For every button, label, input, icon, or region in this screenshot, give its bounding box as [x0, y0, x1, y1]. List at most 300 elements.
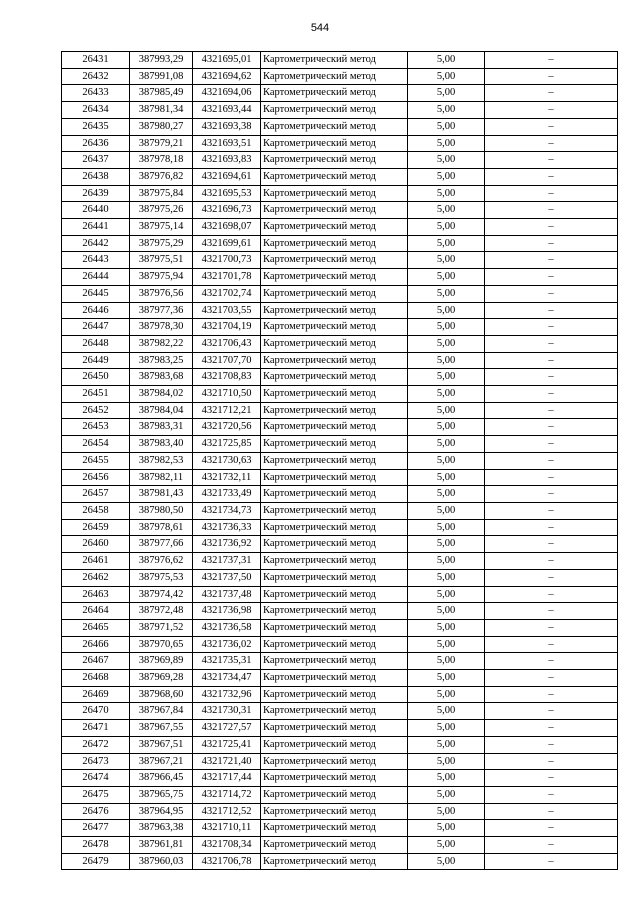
- table-row: [62, 837, 618, 854]
- note-cell: –: [485, 853, 618, 870]
- method-cell: Картометрический метод: [261, 636, 408, 653]
- error-cell: 5,00: [408, 219, 485, 236]
- y-coordinate-cell: 4321708,34: [193, 837, 261, 854]
- method-cell: Картометрический метод: [261, 736, 408, 753]
- note-cell: –: [485, 686, 618, 703]
- error-cell: 5,00: [408, 152, 485, 169]
- note-cell: –: [485, 285, 618, 302]
- point-number-cell: 26453: [62, 419, 130, 436]
- x-coordinate-cell: 387982,11: [130, 469, 193, 486]
- point-number-cell: 26458: [62, 502, 130, 519]
- x-coordinate-cell: 387960,03: [130, 853, 193, 870]
- x-coordinate-cell: 387984,02: [130, 386, 193, 403]
- note-cell: –: [485, 52, 618, 69]
- point-number-cell: 26473: [62, 753, 130, 770]
- error-cell: 5,00: [408, 402, 485, 419]
- y-coordinate-cell: 4321714,72: [193, 786, 261, 803]
- y-coordinate-cell: 4321730,31: [193, 703, 261, 720]
- note-cell: –: [485, 185, 618, 202]
- x-coordinate-cell: 387978,61: [130, 519, 193, 536]
- note-cell: –: [485, 820, 618, 837]
- table-row: [62, 686, 618, 703]
- x-coordinate-cell: 387961,81: [130, 837, 193, 854]
- y-coordinate-cell: 4321734,47: [193, 670, 261, 687]
- method-cell: Картометрический метод: [261, 102, 408, 119]
- y-coordinate-cell: 4321721,40: [193, 753, 261, 770]
- point-number-cell: 26437: [62, 152, 130, 169]
- error-cell: 5,00: [408, 502, 485, 519]
- x-coordinate-cell: 387985,49: [130, 85, 193, 102]
- error-cell: 5,00: [408, 519, 485, 536]
- y-coordinate-cell: 4321736,92: [193, 536, 261, 553]
- error-cell: 5,00: [408, 269, 485, 286]
- error-cell: 5,00: [408, 720, 485, 737]
- note-cell: –: [485, 419, 618, 436]
- error-cell: 5,00: [408, 786, 485, 803]
- point-number-cell: 26449: [62, 352, 130, 369]
- note-cell: –: [485, 302, 618, 319]
- point-number-cell: 26446: [62, 302, 130, 319]
- point-number-cell: 26478: [62, 837, 130, 854]
- point-number-cell: 26431: [62, 52, 130, 69]
- note-cell: –: [485, 352, 618, 369]
- point-number-cell: 26435: [62, 118, 130, 135]
- method-cell: Картометрический метод: [261, 402, 408, 419]
- table-row: [62, 753, 618, 770]
- table-row: [62, 52, 618, 69]
- note-cell: –: [485, 386, 618, 403]
- table-row: [62, 202, 618, 219]
- note-cell: –: [485, 786, 618, 803]
- y-coordinate-cell: 4321732,11: [193, 469, 261, 486]
- table-row: [62, 653, 618, 670]
- y-coordinate-cell: 4321727,57: [193, 720, 261, 737]
- error-cell: 5,00: [408, 536, 485, 553]
- note-cell: –: [485, 202, 618, 219]
- note-cell: –: [485, 269, 618, 286]
- x-coordinate-cell: 387975,29: [130, 235, 193, 252]
- note-cell: –: [485, 519, 618, 536]
- y-coordinate-cell: 4321737,31: [193, 553, 261, 570]
- method-cell: Картометрический метод: [261, 202, 408, 219]
- x-coordinate-cell: 387969,28: [130, 670, 193, 687]
- table-row: [62, 820, 618, 837]
- y-coordinate-cell: 4321737,48: [193, 586, 261, 603]
- error-cell: 5,00: [408, 168, 485, 185]
- y-coordinate-cell: 4321699,61: [193, 235, 261, 252]
- y-coordinate-cell: 4321701,78: [193, 269, 261, 286]
- note-cell: –: [485, 653, 618, 670]
- method-cell: Картометрический метод: [261, 820, 408, 837]
- table-row: [62, 486, 618, 503]
- y-coordinate-cell: 4321730,63: [193, 452, 261, 469]
- method-cell: Картометрический метод: [261, 302, 408, 319]
- y-coordinate-cell: 4321694,06: [193, 85, 261, 102]
- point-number-cell: 26443: [62, 252, 130, 269]
- error-cell: 5,00: [408, 486, 485, 503]
- table-row: [62, 619, 618, 636]
- x-coordinate-cell: 387984,04: [130, 402, 193, 419]
- y-coordinate-cell: 4321693,44: [193, 102, 261, 119]
- error-cell: 5,00: [408, 335, 485, 352]
- point-number-cell: 26456: [62, 469, 130, 486]
- method-cell: Картометрический метод: [261, 502, 408, 519]
- table-row: [62, 803, 618, 820]
- x-coordinate-cell: 387976,62: [130, 553, 193, 570]
- x-coordinate-cell: 387965,75: [130, 786, 193, 803]
- point-number-cell: 26432: [62, 68, 130, 85]
- error-cell: 5,00: [408, 102, 485, 119]
- note-cell: –: [485, 335, 618, 352]
- note-cell: –: [485, 703, 618, 720]
- method-cell: Картометрический метод: [261, 486, 408, 503]
- x-coordinate-cell: 387993,29: [130, 52, 193, 69]
- table-row: [62, 736, 618, 753]
- point-number-cell: 26440: [62, 202, 130, 219]
- x-coordinate-cell: 387970,65: [130, 636, 193, 653]
- x-coordinate-cell: 387983,31: [130, 419, 193, 436]
- error-cell: 5,00: [408, 686, 485, 703]
- table-row: [62, 235, 618, 252]
- method-cell: Картометрический метод: [261, 519, 408, 536]
- x-coordinate-cell: 387979,21: [130, 135, 193, 152]
- x-coordinate-cell: 387975,14: [130, 219, 193, 236]
- point-number-cell: 26470: [62, 703, 130, 720]
- x-coordinate-cell: 387966,45: [130, 770, 193, 787]
- point-number-cell: 26462: [62, 569, 130, 586]
- error-cell: 5,00: [408, 653, 485, 670]
- y-coordinate-cell: 4321695,01: [193, 52, 261, 69]
- point-number-cell: 26461: [62, 553, 130, 570]
- error-cell: 5,00: [408, 820, 485, 837]
- table-row: [62, 369, 618, 386]
- method-cell: Картометрический метод: [261, 786, 408, 803]
- y-coordinate-cell: 4321696,73: [193, 202, 261, 219]
- note-cell: –: [485, 436, 618, 453]
- method-cell: Картометрический метод: [261, 335, 408, 352]
- error-cell: 5,00: [408, 436, 485, 453]
- y-coordinate-cell: 4321735,31: [193, 653, 261, 670]
- method-cell: Картометрический метод: [261, 720, 408, 737]
- x-coordinate-cell: 387975,53: [130, 569, 193, 586]
- note-cell: –: [485, 85, 618, 102]
- method-cell: Картометрический метод: [261, 185, 408, 202]
- x-coordinate-cell: 387964,95: [130, 803, 193, 820]
- method-cell: Картометрический метод: [261, 352, 408, 369]
- method-cell: Картометрический метод: [261, 619, 408, 636]
- error-cell: 5,00: [408, 352, 485, 369]
- point-number-cell: 26460: [62, 536, 130, 553]
- table-row: [62, 419, 618, 436]
- method-cell: Картометрический метод: [261, 52, 408, 69]
- y-coordinate-cell: 4321717,44: [193, 770, 261, 787]
- y-coordinate-cell: 4321695,53: [193, 185, 261, 202]
- y-coordinate-cell: 4321720,56: [193, 419, 261, 436]
- method-cell: Картометрический метод: [261, 436, 408, 453]
- error-cell: 5,00: [408, 235, 485, 252]
- table-row: [62, 168, 618, 185]
- x-coordinate-cell: 387963,38: [130, 820, 193, 837]
- note-cell: –: [485, 68, 618, 85]
- x-coordinate-cell: 387980,50: [130, 502, 193, 519]
- method-cell: Картометрический метод: [261, 68, 408, 85]
- error-cell: 5,00: [408, 85, 485, 102]
- method-cell: Картометрический метод: [261, 118, 408, 135]
- y-coordinate-cell: 4321732,96: [193, 686, 261, 703]
- y-coordinate-cell: 4321736,58: [193, 619, 261, 636]
- y-coordinate-cell: 4321708,83: [193, 369, 261, 386]
- x-coordinate-cell: 387967,21: [130, 753, 193, 770]
- x-coordinate-cell: 387983,68: [130, 369, 193, 386]
- note-cell: –: [485, 553, 618, 570]
- method-cell: Картометрический метод: [261, 569, 408, 586]
- point-number-cell: 26438: [62, 168, 130, 185]
- method-cell: Картометрический метод: [261, 603, 408, 620]
- error-cell: 5,00: [408, 469, 485, 486]
- method-cell: Картометрический метод: [261, 853, 408, 870]
- method-cell: Картометрический метод: [261, 269, 408, 286]
- x-coordinate-cell: 387981,43: [130, 486, 193, 503]
- table-row: [62, 352, 618, 369]
- x-coordinate-cell: 387976,56: [130, 285, 193, 302]
- method-cell: Картометрический метод: [261, 653, 408, 670]
- point-number-cell: 26439: [62, 185, 130, 202]
- x-coordinate-cell: 387971,52: [130, 619, 193, 636]
- method-cell: Картометрический метод: [261, 686, 408, 703]
- table-row: [62, 853, 618, 870]
- x-coordinate-cell: 387976,82: [130, 168, 193, 185]
- y-coordinate-cell: 4321694,62: [193, 68, 261, 85]
- table-row: [62, 502, 618, 519]
- table-row: [62, 436, 618, 453]
- table-row: [62, 603, 618, 620]
- y-coordinate-cell: 4321703,55: [193, 302, 261, 319]
- error-cell: 5,00: [408, 386, 485, 403]
- point-number-cell: 26445: [62, 285, 130, 302]
- table-row: [62, 670, 618, 687]
- table-row: [62, 636, 618, 653]
- error-cell: 5,00: [408, 285, 485, 302]
- error-cell: 5,00: [408, 803, 485, 820]
- method-cell: Картометрический метод: [261, 235, 408, 252]
- note-cell: –: [485, 837, 618, 854]
- note-cell: –: [485, 502, 618, 519]
- x-coordinate-cell: 387974,42: [130, 586, 193, 603]
- error-cell: 5,00: [408, 369, 485, 386]
- table-row: [62, 152, 618, 169]
- x-coordinate-cell: 387983,25: [130, 352, 193, 369]
- x-coordinate-cell: 387991,08: [130, 68, 193, 85]
- x-coordinate-cell: 387967,51: [130, 736, 193, 753]
- table-row: [62, 102, 618, 119]
- note-cell: –: [485, 135, 618, 152]
- method-cell: Картометрический метод: [261, 386, 408, 403]
- coordinates-table: [61, 51, 618, 870]
- note-cell: –: [485, 569, 618, 586]
- note-cell: –: [485, 369, 618, 386]
- y-coordinate-cell: 4321725,41: [193, 736, 261, 753]
- point-number-cell: 26471: [62, 720, 130, 737]
- table-row: [62, 302, 618, 319]
- table-row: [62, 452, 618, 469]
- point-number-cell: 26447: [62, 319, 130, 336]
- y-coordinate-cell: 4321702,74: [193, 285, 261, 302]
- y-coordinate-cell: 4321706,78: [193, 853, 261, 870]
- point-number-cell: 26475: [62, 786, 130, 803]
- table-row: [62, 703, 618, 720]
- y-coordinate-cell: 4321706,43: [193, 335, 261, 352]
- y-coordinate-cell: 4321737,50: [193, 569, 261, 586]
- error-cell: 5,00: [408, 202, 485, 219]
- point-number-cell: 26454: [62, 436, 130, 453]
- x-coordinate-cell: 387968,60: [130, 686, 193, 703]
- x-coordinate-cell: 387969,89: [130, 653, 193, 670]
- point-number-cell: 26459: [62, 519, 130, 536]
- table-row: [62, 469, 618, 486]
- point-number-cell: 26444: [62, 269, 130, 286]
- x-coordinate-cell: 387977,36: [130, 302, 193, 319]
- table-row: [62, 569, 618, 586]
- x-coordinate-cell: 387977,66: [130, 536, 193, 553]
- y-coordinate-cell: 4321693,83: [193, 152, 261, 169]
- error-cell: 5,00: [408, 135, 485, 152]
- method-cell: Картометрический метод: [261, 536, 408, 553]
- note-cell: –: [485, 235, 618, 252]
- note-cell: –: [485, 603, 618, 620]
- table-row: [62, 252, 618, 269]
- note-cell: –: [485, 803, 618, 820]
- point-number-cell: 26448: [62, 335, 130, 352]
- note-cell: –: [485, 118, 618, 135]
- error-cell: 5,00: [408, 52, 485, 69]
- note-cell: –: [485, 619, 618, 636]
- error-cell: 5,00: [408, 319, 485, 336]
- y-coordinate-cell: 4321725,85: [193, 436, 261, 453]
- table-row: [62, 770, 618, 787]
- error-cell: 5,00: [408, 853, 485, 870]
- error-cell: 5,00: [408, 753, 485, 770]
- point-number-cell: 26474: [62, 770, 130, 787]
- note-cell: –: [485, 770, 618, 787]
- x-coordinate-cell: 387982,53: [130, 452, 193, 469]
- error-cell: 5,00: [408, 452, 485, 469]
- x-coordinate-cell: 387975,26: [130, 202, 193, 219]
- y-coordinate-cell: 4321707,70: [193, 352, 261, 369]
- point-number-cell: 26476: [62, 803, 130, 820]
- point-number-cell: 26451: [62, 386, 130, 403]
- y-coordinate-cell: 4321712,21: [193, 402, 261, 419]
- point-number-cell: 26479: [62, 853, 130, 870]
- method-cell: Картометрический метод: [261, 753, 408, 770]
- note-cell: –: [485, 152, 618, 169]
- x-coordinate-cell: 387978,30: [130, 319, 193, 336]
- error-cell: 5,00: [408, 302, 485, 319]
- point-number-cell: 26436: [62, 135, 130, 152]
- note-cell: –: [485, 402, 618, 419]
- point-number-cell: 26467: [62, 653, 130, 670]
- error-cell: 5,00: [408, 553, 485, 570]
- method-cell: Картометрический метод: [261, 703, 408, 720]
- method-cell: Картометрический метод: [261, 252, 408, 269]
- table-row: [62, 402, 618, 419]
- table-row: [62, 68, 618, 85]
- table-row: [62, 319, 618, 336]
- table-row: [62, 135, 618, 152]
- method-cell: Картометрический метод: [261, 219, 408, 236]
- table-row: [62, 185, 618, 202]
- y-coordinate-cell: 4321704,19: [193, 319, 261, 336]
- method-cell: Картометрический метод: [261, 285, 408, 302]
- method-cell: Картометрический метод: [261, 135, 408, 152]
- point-number-cell: 26450: [62, 369, 130, 386]
- method-cell: Картометрический метод: [261, 369, 408, 386]
- x-coordinate-cell: 387972,48: [130, 603, 193, 620]
- method-cell: Картометрический метод: [261, 419, 408, 436]
- table-row: [62, 786, 618, 803]
- x-coordinate-cell: 387982,22: [130, 335, 193, 352]
- point-number-cell: 26441: [62, 219, 130, 236]
- table-row: [62, 85, 618, 102]
- y-coordinate-cell: 4321736,02: [193, 636, 261, 653]
- y-coordinate-cell: 4321693,38: [193, 118, 261, 135]
- error-cell: 5,00: [408, 68, 485, 85]
- point-number-cell: 26455: [62, 452, 130, 469]
- y-coordinate-cell: 4321710,11: [193, 820, 261, 837]
- y-coordinate-cell: 4321736,33: [193, 519, 261, 536]
- error-cell: 5,00: [408, 837, 485, 854]
- table-row: [62, 219, 618, 236]
- x-coordinate-cell: 387975,94: [130, 269, 193, 286]
- table-row: [62, 586, 618, 603]
- table-row: [62, 118, 618, 135]
- note-cell: –: [485, 252, 618, 269]
- method-cell: Картометрический метод: [261, 803, 408, 820]
- error-cell: 5,00: [408, 736, 485, 753]
- page-number: 544: [310, 22, 330, 34]
- point-number-cell: 26477: [62, 820, 130, 837]
- note-cell: –: [485, 168, 618, 185]
- point-number-cell: 26452: [62, 402, 130, 419]
- y-coordinate-cell: 4321698,07: [193, 219, 261, 236]
- method-cell: Картометрический метод: [261, 319, 408, 336]
- error-cell: 5,00: [408, 185, 485, 202]
- point-number-cell: 26469: [62, 686, 130, 703]
- table-row: [62, 386, 618, 403]
- coordinates-table-body: [62, 52, 618, 870]
- table-row: [62, 720, 618, 737]
- note-cell: –: [485, 486, 618, 503]
- y-coordinate-cell: 4321712,52: [193, 803, 261, 820]
- point-number-cell: 26434: [62, 102, 130, 119]
- y-coordinate-cell: 4321693,51: [193, 135, 261, 152]
- method-cell: Картометрический метод: [261, 452, 408, 469]
- note-cell: –: [485, 586, 618, 603]
- table-row: [62, 269, 618, 286]
- note-cell: –: [485, 636, 618, 653]
- method-cell: Картометрический метод: [261, 553, 408, 570]
- error-cell: 5,00: [408, 770, 485, 787]
- x-coordinate-cell: 387980,27: [130, 118, 193, 135]
- method-cell: Картометрический метод: [261, 469, 408, 486]
- method-cell: Картометрический метод: [261, 85, 408, 102]
- point-number-cell: 26457: [62, 486, 130, 503]
- point-number-cell: 26463: [62, 586, 130, 603]
- table-row: [62, 553, 618, 570]
- error-cell: 5,00: [408, 586, 485, 603]
- note-cell: –: [485, 319, 618, 336]
- note-cell: –: [485, 736, 618, 753]
- error-cell: 5,00: [408, 118, 485, 135]
